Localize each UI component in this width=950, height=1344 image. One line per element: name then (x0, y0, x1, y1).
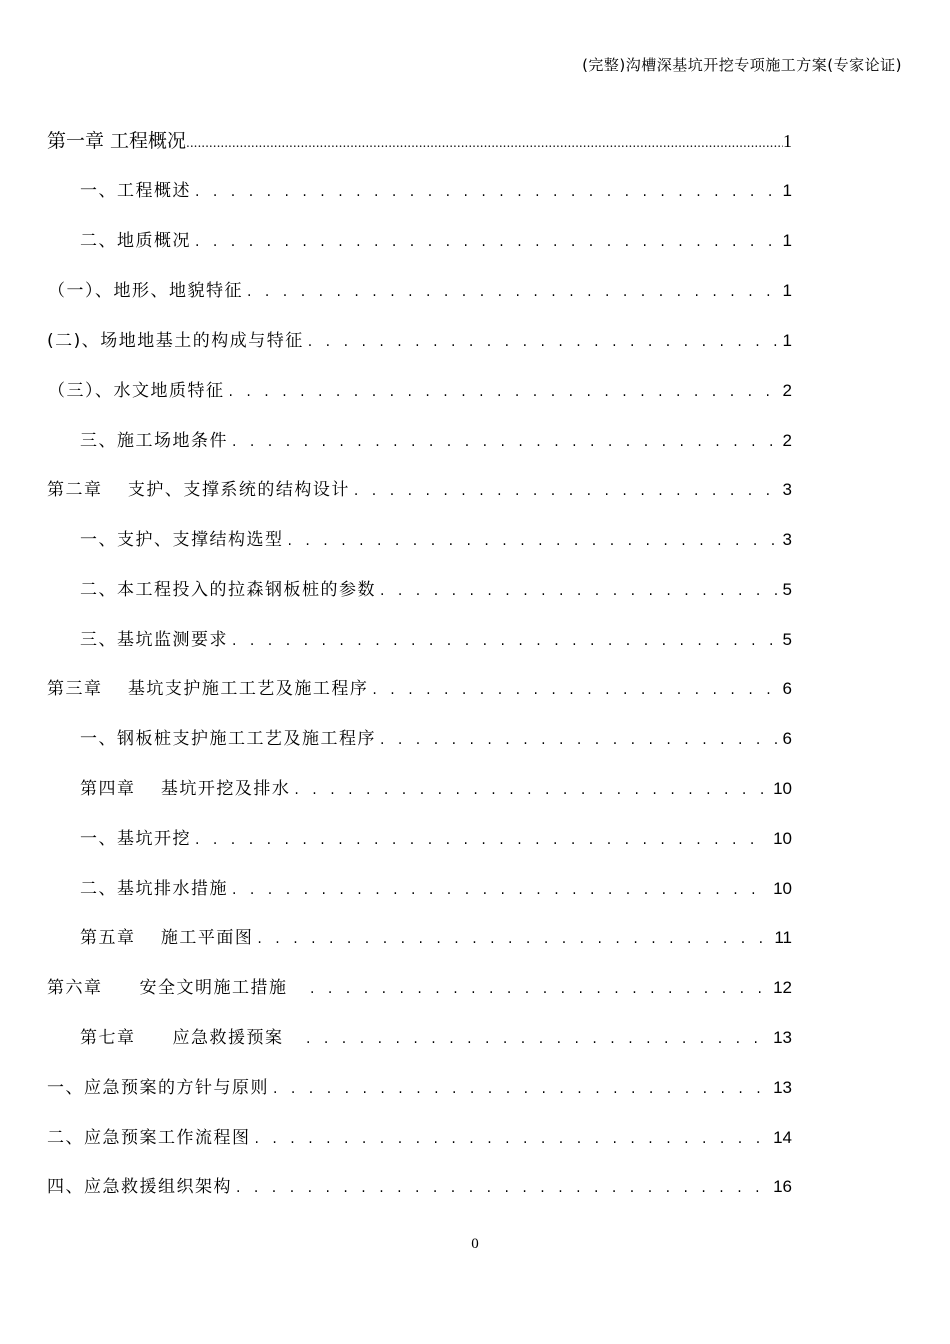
toc-entry-chapter-5[interactable] (80, 923, 792, 949)
toc-entry-title: 第七章 应急救援预案 (80, 1028, 302, 1048)
toc-entry-page: 2 (782, 431, 792, 450)
toc-entry-title: 一、工程概述 (80, 181, 191, 201)
toc-entry-page: 11 (774, 928, 792, 947)
toc-entry-page: 1 (782, 281, 792, 300)
toc-entry-title: 一、钢板桩支护施工工艺及施工程序 (80, 729, 376, 749)
toc-entry-page: 6 (782, 679, 792, 698)
toc-entry[interactable] (47, 1172, 792, 1198)
toc-entry-title: 第五章 施工平面图 (80, 928, 254, 948)
toc-entry-title: 一、应急预案的方针与原则 (47, 1078, 269, 1098)
toc-dot-leader (257, 931, 770, 947)
toc-entry-title: 第二章 支护、支撑系统的结构设计 (47, 480, 350, 500)
toc-dot-leader (232, 633, 779, 649)
toc-dot-leader (380, 583, 779, 599)
toc-entry-title: 三、基坑监测要求 (80, 630, 228, 650)
toc-entry-page: 13 (773, 1028, 792, 1047)
toc-entry-title: 第一章 工程概况 (47, 130, 187, 152)
toc-entry-title: 二、本工程投入的拉森钢板桩的参数 (80, 580, 376, 600)
toc-entry-chapter-3[interactable] (47, 674, 792, 700)
toc-entry-title: 四、应急救援组织架构 (47, 1177, 232, 1197)
toc-entry[interactable] (47, 326, 792, 352)
toc-entry[interactable] (47, 1123, 792, 1149)
toc-dot-leader (288, 533, 779, 549)
toc-entry-page: 16 (773, 1177, 792, 1196)
toc-entry-page: 1 (783, 131, 792, 151)
document-header-title: (完整)沟槽深基坑开挖专项施工方案(专家论证) (582, 56, 902, 74)
toc-entry-page: 3 (782, 480, 792, 499)
toc-entry-page: 1 (782, 331, 792, 350)
toc-entry-chapter-6[interactable] (47, 973, 792, 999)
toc-entry-page: 3 (782, 530, 792, 549)
toc-entry[interactable] (80, 874, 792, 900)
toc-entry-title: 二、应急预案工作流程图 (47, 1128, 251, 1148)
toc-entry-page: 10 (773, 829, 792, 848)
toc-dot-leader (247, 284, 779, 300)
toc-entry-title: 第四章 基坑开挖及排水 (80, 779, 291, 799)
page-number: 0 (471, 1236, 479, 1252)
toc-entry-page: 5 (782, 580, 792, 599)
toc-entry[interactable] (80, 625, 792, 651)
toc-entry[interactable] (80, 724, 792, 750)
toc-entry-chapter-4[interactable] (80, 774, 792, 800)
toc-dot-leader (294, 782, 769, 798)
toc-entry-chapter-7[interactable] (80, 1023, 792, 1049)
toc-entry[interactable] (80, 176, 792, 202)
toc-entry-page: 5 (782, 630, 792, 649)
toc-entry[interactable] (80, 226, 792, 252)
toc-entry-page: 1 (782, 231, 792, 250)
toc-dot-leader (306, 1031, 769, 1047)
toc-dot-leader (236, 1180, 769, 1196)
toc-entry-page: 1 (782, 181, 792, 200)
toc-dot-leader (195, 234, 779, 250)
toc-entry-title: （一）、地形、地貌特征 (48, 281, 243, 301)
toc-entry-title: 二、基坑排水措施 (80, 879, 228, 899)
toc-entry[interactable] (47, 1073, 792, 1099)
toc-dot-leader (273, 1081, 769, 1097)
toc-entry-title: 一、支护、支撑结构选型 (80, 530, 284, 550)
toc-entry[interactable] (80, 426, 792, 452)
toc-dot-leader (232, 882, 769, 898)
toc-dot-leader (232, 434, 779, 450)
toc-entry[interactable] (80, 575, 792, 601)
toc-dot-leader (195, 832, 769, 848)
toc-dot-leader (354, 483, 779, 499)
toc-entry-title: (二)、场地地基土的构成与特征 (47, 331, 304, 351)
toc-entry[interactable] (48, 276, 792, 302)
toc-entry-page: 13 (773, 1078, 792, 1097)
toc-entry[interactable] (48, 376, 792, 402)
toc-entry-page: 12 (773, 978, 792, 997)
toc-entry-page: 10 (773, 879, 792, 898)
toc-entry-chapter-1[interactable] (47, 126, 792, 152)
toc-entry-chapter-2[interactable] (47, 475, 792, 501)
toc-entry-page: 2 (782, 381, 792, 400)
toc-dot-leader (195, 184, 779, 200)
toc-dot-leader (310, 981, 769, 997)
toc-entry-title: 一、基坑开挖 (80, 829, 191, 849)
toc-entry-title: 三、施工场地条件 (80, 431, 228, 451)
toc-entry-title: （三）、水文地质特征 (48, 381, 225, 401)
toc-dot-leader (255, 1131, 770, 1147)
toc-dot-leader (308, 334, 779, 350)
toc-entry[interactable] (80, 824, 792, 850)
toc-entry-title: 第三章 基坑支护施工工艺及施工程序 (47, 679, 369, 699)
toc-dot-leader (229, 384, 779, 400)
toc-dot-leader (380, 732, 779, 748)
toc-entry-title: 第六章 安全文明施工措施 (47, 978, 306, 998)
toc-dot-leader (372, 682, 778, 698)
toc-entry-page: 14 (773, 1128, 792, 1147)
toc-entry-page: 10 (773, 779, 792, 798)
toc-entry-title: 二、地质概况 (80, 231, 191, 251)
toc-dot-leader (186, 136, 783, 150)
toc-entry-page: 6 (782, 729, 792, 748)
toc-entry[interactable] (80, 525, 792, 551)
